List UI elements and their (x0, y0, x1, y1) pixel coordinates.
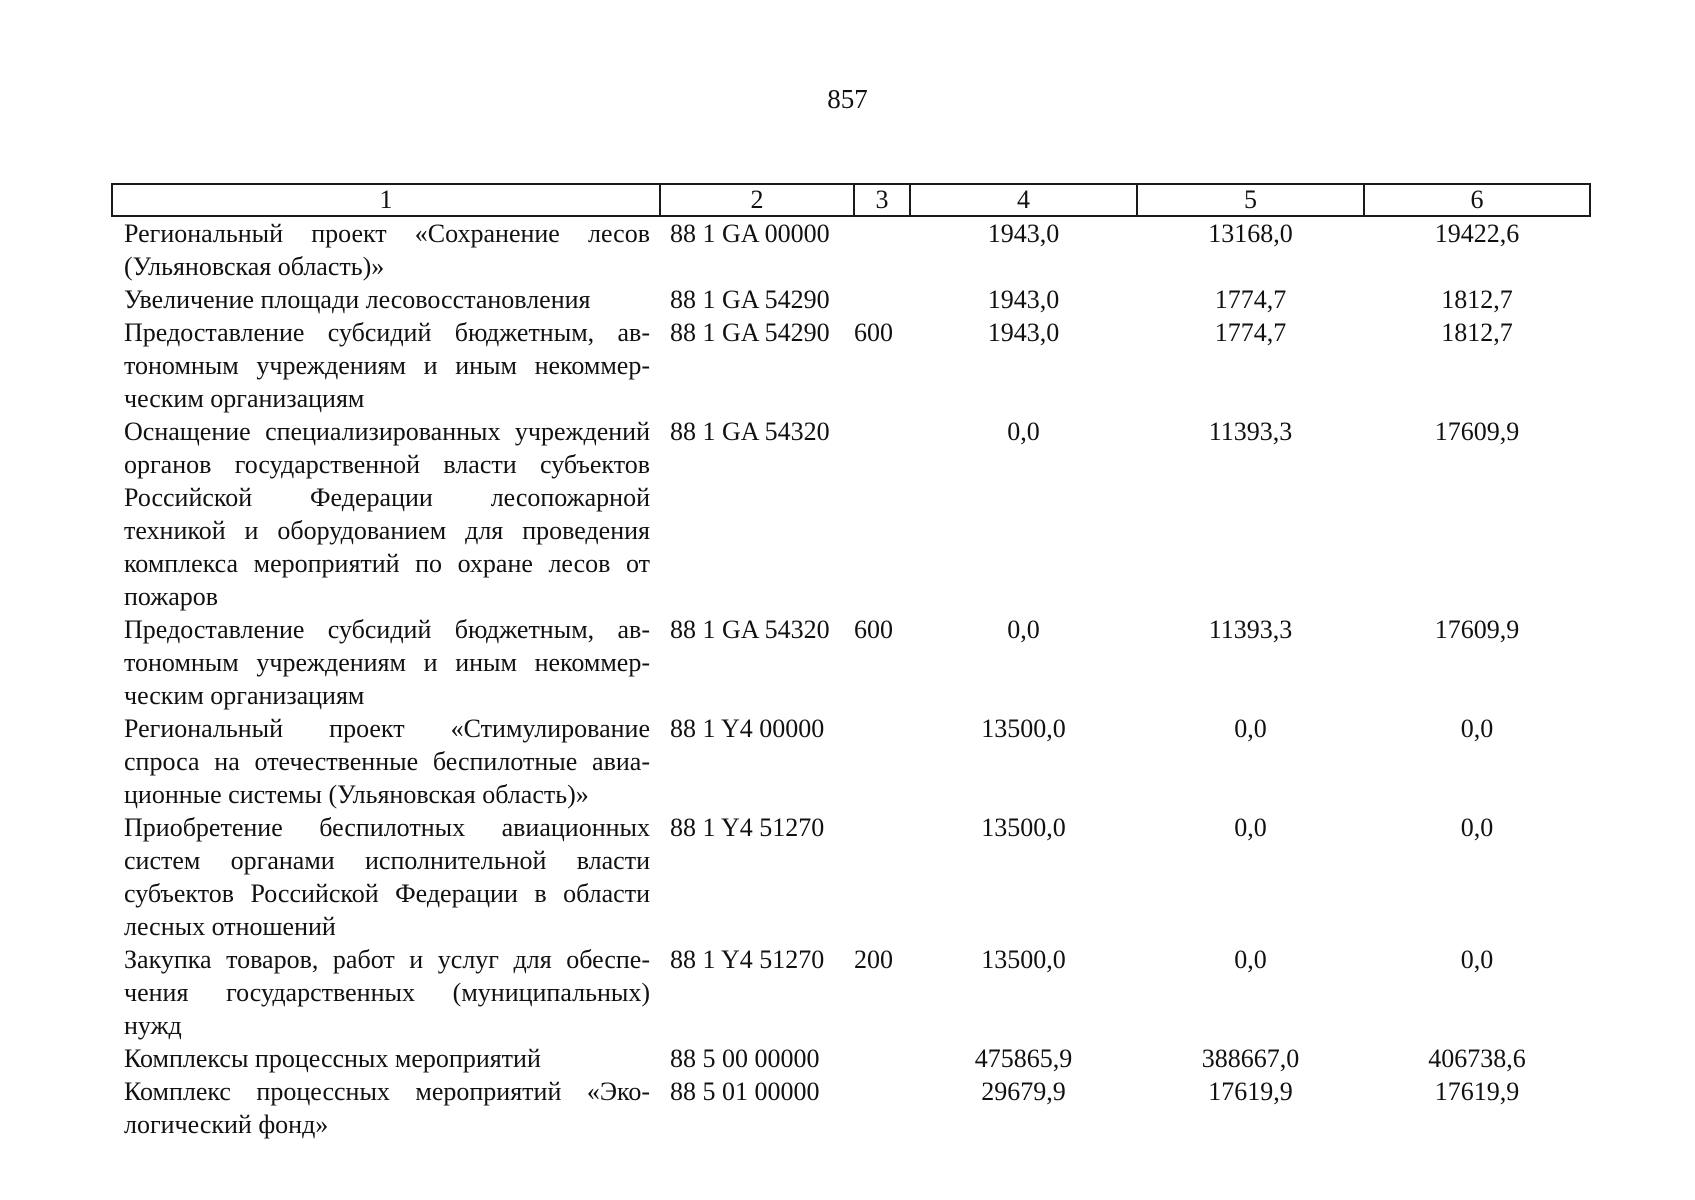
row-expense-type (854, 415, 910, 613)
row-value-col4: 475865,9 (974, 1044, 1073, 1073)
row-code: 88 5 01 00000 (670, 1077, 820, 1106)
row-value-col6: 19422,6 (1434, 219, 1520, 248)
row-value-col5: 0,0 (1234, 945, 1267, 974)
table-row (112, 1042, 1590, 1075)
row-value-col4: 1943,0 (987, 285, 1060, 314)
column-header-4: 4 (910, 184, 1137, 216)
table-row (112, 216, 1590, 283)
row-expense-type (854, 811, 910, 943)
row-value-col5: 0,0 (1234, 714, 1267, 743)
row-expense-type (854, 1075, 910, 1141)
table-row (112, 316, 1590, 415)
column-header-1: 1 (112, 184, 660, 216)
row-value-col5: 1774,7 (1214, 285, 1287, 314)
row-value-col5: 388667,0 (1201, 1044, 1300, 1073)
table-row (112, 283, 1590, 316)
row-value-col5: 13168,0 (1208, 219, 1293, 248)
row-value-col6: 17609,9 (1434, 615, 1520, 644)
row-value-col4: 29679,9 (981, 1077, 1066, 1106)
row-value-col6: 0,0 (1460, 714, 1494, 743)
row-value-col6: 17619,9 (1434, 1077, 1520, 1106)
row-expense-type: 600 (854, 318, 893, 347)
table-row (112, 415, 1590, 613)
table-row (112, 811, 1590, 943)
row-code: 88 1 Y4 51270 (670, 945, 825, 974)
row-name: Предоставление субсидий бюджетным, автономным учреждениям и иным некоммерческим организациям (124, 318, 650, 413)
row-name: Предоставление субсидий бюджетным, автономным учреждениям и иным некоммерческим организациям (124, 615, 650, 710)
row-value-col4: 13500,0 (981, 714, 1066, 743)
row-code: 88 5 00 00000 (670, 1044, 820, 1073)
row-name: Комплексы процессных мероприятий (124, 1044, 541, 1073)
row-value-col4: 1943,0 (987, 219, 1060, 248)
row-name: Региональный проект «Стимулирование спроса на отечественные беспилотные авиационные системы (Ульяновская область)» (124, 714, 650, 809)
budget-table-container (111, 183, 1589, 1141)
row-expense-type (854, 1042, 910, 1075)
row-name: Комплекс процессных мероприятий «Экологический фонд» (124, 1077, 650, 1139)
header-row (112, 184, 1590, 216)
row-value-col6: 406738,6 (1428, 1044, 1526, 1073)
row-expense-type (854, 712, 910, 811)
row-name: Приобретение беспилотных авиационных систем органами исполнительной власти субъектов Российской Федерации в области лесных отношений (124, 813, 650, 941)
page-number: 857 (827, 84, 868, 114)
row-value-col6: 0,0 (1460, 945, 1494, 974)
table-body (112, 216, 1590, 1141)
row-code: 88 1 GA 54290 (670, 285, 830, 314)
row-code: 88 1 GA 54290 (670, 318, 830, 347)
row-value-col5: 17619,9 (1208, 1077, 1293, 1106)
row-name: Увеличение площади лесовосстановления (124, 285, 591, 314)
row-value-col4: 0,0 (1007, 615, 1040, 644)
table-row (112, 712, 1590, 811)
row-code: 88 1 Y4 00000 (670, 714, 825, 743)
row-value-col5: 1774,7 (1214, 318, 1287, 347)
row-value-col4: 1943,0 (987, 318, 1060, 347)
column-header-3: 3 (854, 184, 910, 216)
row-code: 88 1 GA 54320 (670, 417, 830, 446)
column-header-6: 6 (1364, 184, 1590, 216)
row-expense-type: 600 (854, 615, 893, 644)
row-code: 88 1 Y4 51270 (670, 813, 825, 842)
row-value-col5: 0,0 (1234, 813, 1267, 842)
row-value-col5: 11393,3 (1208, 615, 1293, 644)
row-code: 88 1 GA 54320 (670, 615, 830, 644)
column-header-2: 2 (660, 184, 854, 216)
row-value-col6: 1812,7 (1441, 318, 1513, 347)
budget-table (111, 183, 1591, 1141)
row-value-col4: 13500,0 (981, 813, 1066, 842)
row-code: 88 1 GA 00000 (670, 219, 830, 248)
row-value-col6: 1812,7 (1441, 285, 1513, 314)
row-value-col6: 17609,9 (1434, 417, 1520, 446)
column-header-5: 5 (1137, 184, 1364, 216)
row-value-col5: 11393,3 (1208, 417, 1293, 446)
row-name: Оснащение специализированных учреждений органов государственной власти субъектов Российской Федерации лесопожарной техникой и оборудованием для проведения комплекса мероприятий по охране лесов от пожаров (124, 417, 650, 611)
row-expense-type (854, 216, 910, 283)
row-name: Региональный проект «Сохранение лесов (Ульяновская область)» (124, 219, 650, 281)
row-value-col6: 0,0 (1460, 813, 1494, 842)
row-expense-type (854, 283, 910, 316)
row-value-col4: 0,0 (1007, 417, 1040, 446)
table-row (112, 613, 1590, 712)
table-row (112, 943, 1590, 1042)
row-value-col4: 13500,0 (981, 945, 1066, 974)
table-row (112, 1075, 1590, 1141)
table-header (112, 184, 1590, 216)
row-name: Закупка товаров, работ и услуг для обеспечения государственных (муниципальных) нужд (124, 945, 650, 1040)
row-expense-type: 200 (854, 945, 893, 974)
